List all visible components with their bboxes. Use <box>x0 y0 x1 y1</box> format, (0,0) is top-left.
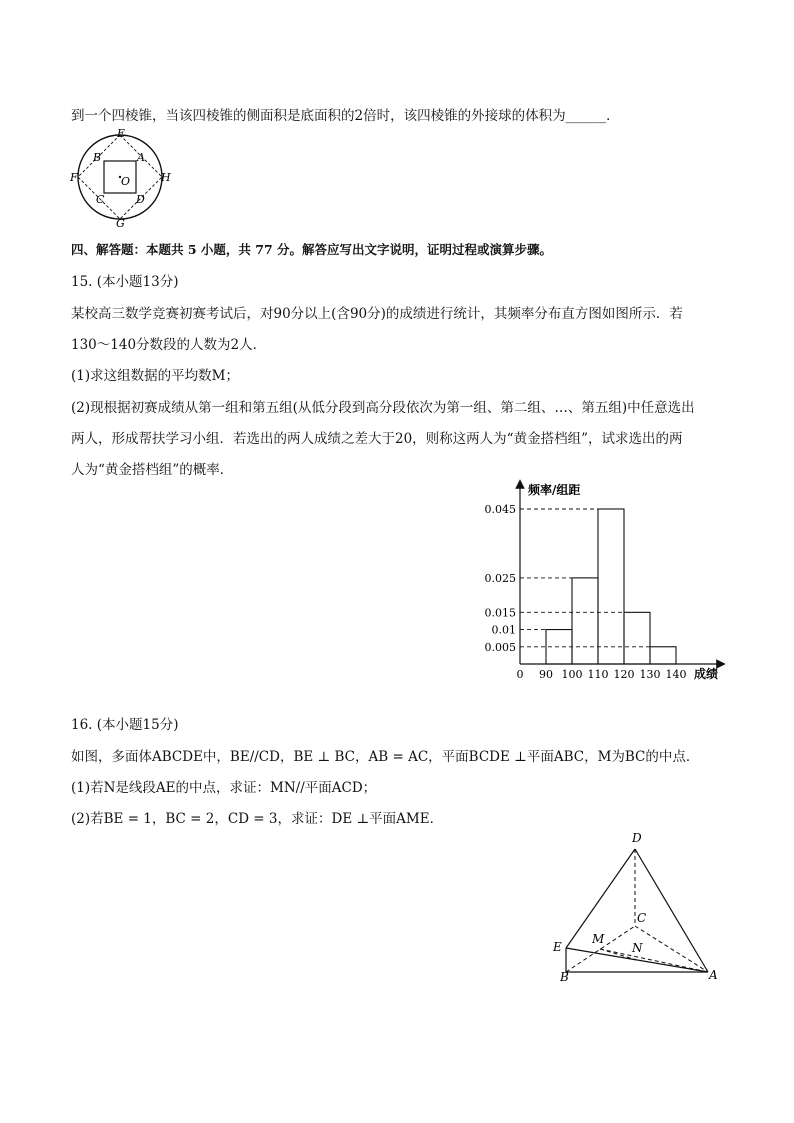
bar-110-120 <box>598 509 624 664</box>
y-tick-0.005: 0.005 <box>484 640 516 654</box>
label-A: A <box>137 151 145 164</box>
label-F: F <box>70 171 78 184</box>
problem15-line-6: 人为“黄金搭档组”的概率． <box>71 462 234 478</box>
y-tick-0.025: 0.025 <box>484 571 516 585</box>
label-N: N <box>632 941 643 955</box>
x-tick-110: 110 <box>587 668 609 681</box>
label-M: M <box>592 932 605 946</box>
label-D: D <box>136 193 145 206</box>
label-G: G <box>116 217 125 228</box>
x-tick-90: 90 <box>539 668 553 681</box>
label-C: C <box>637 911 647 925</box>
problem15-line-3: (1)求这组数据的平均数M； <box>71 368 239 384</box>
problem15-line-5: 两人，形成帮扶学习小组．若选出的两人成绩之差大于20，则称这两人为“黄金搭档组”，试求选出的两 <box>71 431 683 447</box>
y-tick-0.045: 0.045 <box>484 503 516 516</box>
polyhedron-figure <box>548 826 728 986</box>
label-E: E <box>553 940 562 954</box>
label-H: H <box>161 171 171 184</box>
x-tick-140: 140 <box>665 668 687 681</box>
x-axis-label: 成绩 <box>694 667 719 681</box>
problem16-line-1: 如图，多面体ABCDE中，BE//CD，BE ⊥ BC，AB = AC，平面BCDE ⊥平面ABC，M为BC的中点． <box>71 749 700 765</box>
problem16-header: 16. (本小题15分) <box>71 717 179 733</box>
problem15-line-1: 某校高三数学竞赛初赛考试后，对90分以上(含90分)的成绩进行统计，其频率分布直方图如图所示．若 <box>71 306 683 322</box>
section4-heading: 四、解答题：本题共 5 小题，共 77 分。解答应写出文字说明，证明过程或演算步骤。 <box>71 242 553 257</box>
problem15-line-2: 130～140分数段的人数为2人． <box>71 337 267 353</box>
problem15-line-4: (2)现根据初赛成绩从第一组和第五组(从低分段到高分段依次为第一组、第二组、…、第五组)中任意选出 <box>71 400 695 416</box>
x-tick-100: 100 <box>561 668 583 681</box>
label-D: D <box>632 831 642 845</box>
bar-100-110 <box>572 578 598 664</box>
y-tick-0.01: 0.01 <box>491 623 516 637</box>
problem16-line-3: (2)若BE = 1，BC = 2，CD = 3，求证：DE ⊥平面AME． <box>71 811 444 827</box>
frequency-histogram <box>476 478 736 688</box>
label-E: E <box>117 128 126 140</box>
x-tick-130: 130 <box>639 668 661 681</box>
bar-130-140 <box>650 647 676 664</box>
label-B: B <box>560 970 569 984</box>
y-tick-0.015: 0.015 <box>484 606 516 620</box>
label-O: O <box>121 175 131 188</box>
problem16-line-2: (1)若N是线段AE的中点，求证：MN//平面ACD； <box>71 780 377 796</box>
bar-120-130 <box>624 612 650 664</box>
problem14-text: 到一个四棱锥，当该四棱锥的侧面积是底面积的2倍时，该四棱锥的外接球的体积为______． <box>71 108 620 124</box>
x-tick-0: 0 <box>516 668 524 681</box>
label-C: C <box>96 193 105 206</box>
problem15-header: 15. (本小题13分) <box>71 274 179 290</box>
circle-square-figure <box>66 128 176 228</box>
x-tick-120: 120 <box>613 668 635 681</box>
y-axis-label: 频率/组距 <box>528 483 581 497</box>
label-A: A <box>709 968 718 982</box>
label-B: B <box>93 151 102 164</box>
